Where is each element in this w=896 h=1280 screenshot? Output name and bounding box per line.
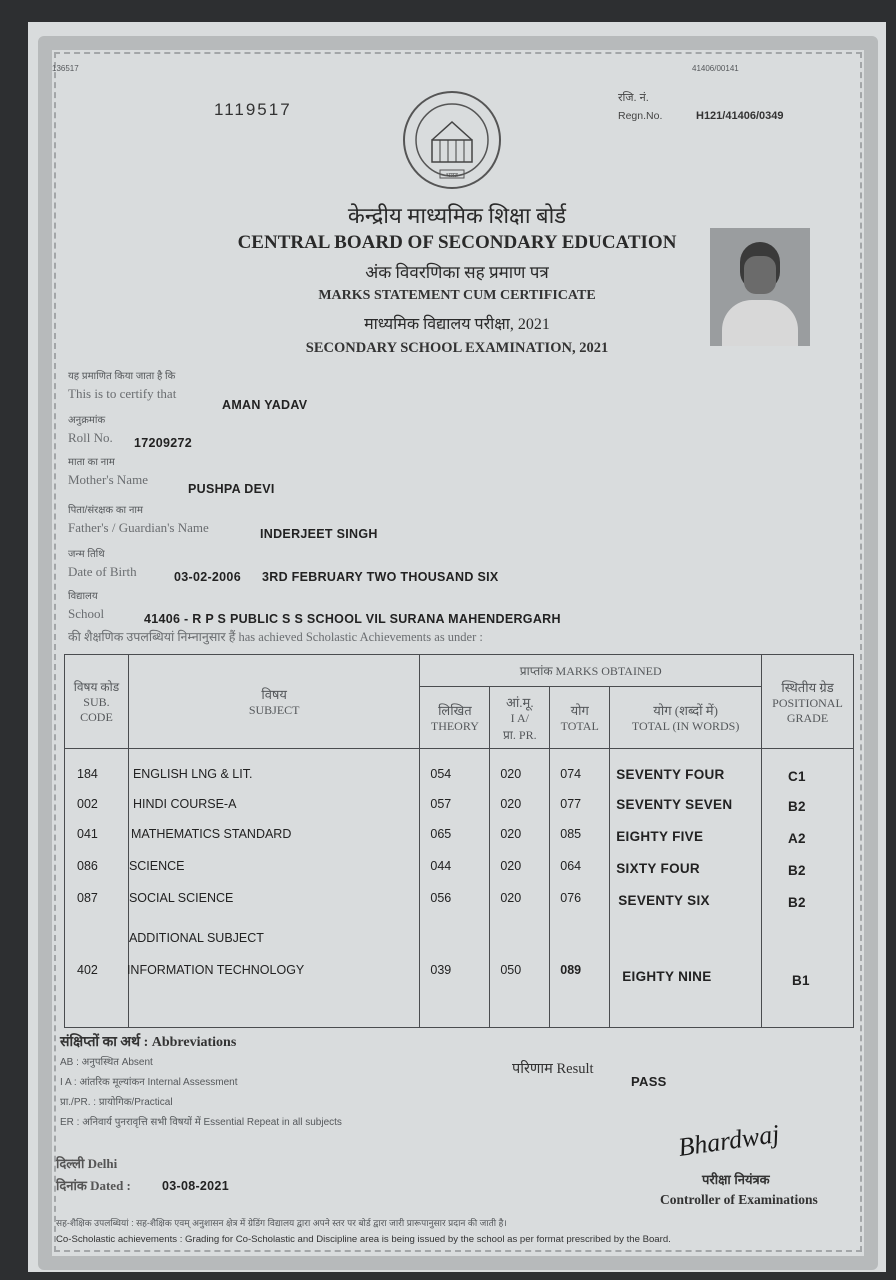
total-marks: 085 — [560, 827, 582, 841]
abbr-absent: AB : अनुपस्थित Absent — [60, 1057, 153, 1068]
total-header: योग TOTAL — [550, 687, 610, 749]
total-in-words: EIGHTY NINE — [622, 969, 712, 984]
subject-code: 002 — [77, 797, 98, 811]
ia-marks: 020 — [500, 797, 522, 811]
certify-label-hi: यह प्रमाणित किया जाता है कि — [68, 371, 176, 382]
total-marks: 089 — [560, 963, 582, 977]
dob-words: 3RD FEBRUARY TWO THOUSAND SIX — [262, 570, 499, 584]
document-title-hindi: अंक विवरणिका सह प्रमाण पत्र — [365, 263, 549, 282]
positional-grade: B2 — [787, 895, 806, 910]
board-name: CENTRAL BOARD OF SECONDARY EDUCATION — [237, 232, 677, 253]
emblem-label: भारत — [446, 172, 458, 179]
student-photo — [710, 228, 810, 346]
abbreviations-title: संक्षिप्तों का अर्थ : Abbreviations — [60, 1035, 237, 1050]
dob-value: 03-02-2006 — [174, 570, 241, 584]
student-name: AMAN YADAV — [222, 398, 308, 412]
theory-marks: 054 — [430, 767, 452, 781]
exam-title: SECONDARY SCHOOL EXAMINATION, 2021 — [305, 340, 609, 356]
ia-marks: 020 — [500, 827, 522, 841]
theory-marks: 065 — [430, 827, 452, 841]
total-marks: 076 — [560, 891, 582, 905]
total-in-words: SIXTY FOUR — [616, 861, 700, 876]
regn-label-en: Regn.No. — [618, 110, 663, 122]
regn-label-hi: रजि. नं. — [618, 92, 649, 104]
theory-marks: 057 — [430, 797, 452, 811]
footer-note: Co-Scholastic achievements : Grading for Co-Scholastic and Discipline area is being issued by the school as per format prescribed by the Board. — [56, 1234, 671, 1245]
total-in-words: SEVENTY SEVEN — [616, 797, 733, 812]
achievement-line: की शैक्षणिक उपलब्धियां निम्नानुसार हैं has achieved Scholastic Achievements as under : — [68, 630, 483, 644]
place-delhi: दिल्ली Delhi — [56, 1156, 118, 1171]
subject-name: HINDI COURSE-A — [132, 797, 237, 811]
school-name: 41406 - R P S PUBLIC S S SCHOOL VIL SURANA MAHENDERGARH — [144, 612, 561, 626]
dob-label-hi: जन्म तिथि — [68, 549, 105, 560]
words-header: योग (शब्दों में) TOTAL (IN WORDS) — [610, 687, 762, 749]
footer-note-hi: सह-शैक्षिक उपलब्धियां : सह-शैक्षिक एवम् अनुशासन क्षेत्र में ग्रेडिंग विद्यालय द्वारा अपने स्तर पर बोर्ड द्वारा जारी प्रारूपानुसार प्रदान की जाती है। — [56, 1218, 507, 1228]
total-marks: 064 — [560, 859, 582, 873]
total-in-words: SEVENTY SIX — [618, 893, 710, 908]
positional-grade: B2 — [787, 799, 806, 814]
school-label-hi: विद्यालय — [68, 591, 98, 602]
marks-table — [64, 654, 854, 1028]
ia-marks: 050 — [500, 963, 522, 977]
theory-marks: 056 — [430, 891, 452, 905]
roll-label-hi: अनुक्रमांक — [68, 415, 106, 426]
roll-label: Roll No. — [68, 430, 113, 445]
abbr-essential-repeat: ER : अनिवार्य पुनरावृत्ति सभी विषयों में Essential Repeat in all subjects — [60, 1117, 342, 1128]
subject-name: INFORMATION TECHNOLOGY — [126, 963, 305, 977]
mother-label-hi: माता का नाम — [68, 457, 115, 468]
certify-label: This is to certify that — [68, 386, 177, 401]
mother-name: PUSHPA DEVI — [188, 482, 275, 496]
marks-body — [65, 749, 854, 1028]
document-title: MARKS STATEMENT CUM CERTIFICATE — [318, 288, 596, 303]
result-value: PASS — [631, 1074, 667, 1089]
sub-code-header: विषय कोड SUB. CODE — [65, 655, 129, 749]
total-marks: 077 — [560, 797, 582, 811]
subject-name: ENGLISH LNG & LIT. — [132, 767, 253, 781]
serial-number: 1119517 — [214, 100, 292, 119]
subject-name: MATHEMATICS STANDARD — [130, 827, 292, 841]
subject-code: 087 — [77, 891, 98, 905]
dated-label: दिनांक Dated : — [56, 1178, 131, 1193]
school-label: School — [68, 606, 105, 621]
signer-title-hi: परीक्षा नियंत्रक — [702, 1172, 770, 1187]
positional-grade: C1 — [787, 769, 806, 784]
subject-code: 086 — [77, 859, 98, 873]
theory-marks: 039 — [430, 963, 452, 977]
theory-marks: 044 — [430, 859, 452, 873]
exam-title-hindi: माध्यमिक विद्यालय परीक्षा, 2021 — [364, 316, 550, 333]
cbse-emblem-icon — [400, 88, 504, 192]
signer-title: Controller of Examinations — [660, 1192, 818, 1207]
positional-grade: A2 — [787, 831, 806, 846]
abbr-internal-assessment: I A : आंतरिक मूल्यांकन Internal Assessment — [60, 1077, 238, 1088]
father-label-hi: पिता/संरक्षक का नाम — [68, 505, 143, 516]
ia-marks: 020 — [500, 891, 522, 905]
marks-obtained-header: प्राप्तांक MARKS OBTAINED — [420, 655, 762, 687]
top-right-code: 41406/00141 — [692, 64, 739, 73]
controller-signature: Bhardwaj — [676, 1119, 782, 1162]
grade-header: स्थितीय ग्रेड POSITIONAL GRADE — [761, 655, 853, 749]
total-marks: 074 — [560, 767, 582, 781]
certificate-sheet — [28, 22, 886, 1272]
issue-date: 03-08-2021 — [162, 1179, 229, 1193]
theory-header: लिखित THEORY — [420, 687, 490, 749]
subject-name: SOCIAL SCIENCE — [128, 891, 234, 905]
total-in-words: EIGHTY FIVE — [616, 829, 704, 844]
subject-code: 041 — [77, 827, 98, 841]
result-label: परिणाम Result — [512, 1061, 594, 1077]
father-name: INDERJEET SINGH — [260, 527, 378, 541]
mother-label: Mother's Name — [68, 472, 148, 487]
dob-label: Date of Birth — [68, 564, 137, 579]
total-in-words: SEVENTY FOUR — [616, 767, 725, 782]
subject-code: 184 — [77, 767, 98, 781]
subject-name: SCIENCE — [128, 859, 185, 873]
ia-marks: 020 — [500, 767, 522, 781]
abbr-practical: प्रा./PR. : प्रायोगिक/Practical — [60, 1097, 173, 1108]
top-left-code: 136517 — [52, 64, 79, 73]
ia-marks: 020 — [500, 859, 522, 873]
subject-header: विषय SUBJECT — [128, 655, 419, 749]
ia-header: आं.मू. I A/ प्रा. PR. — [490, 687, 550, 749]
subject-code: 402 — [77, 963, 98, 977]
father-label: Father's / Guardian's Name — [68, 520, 209, 535]
additional-subject-label: ADDITIONAL SUBJECT — [128, 931, 264, 945]
regn-number: H121/41406/0349 — [696, 110, 784, 122]
board-name-hindi: केन्द्रीय माध्यमिक शिक्षा बोर्ड — [347, 203, 567, 228]
positional-grade: B2 — [787, 863, 806, 878]
positional-grade: B1 — [791, 973, 810, 988]
roll-number: 17209272 — [134, 436, 193, 450]
